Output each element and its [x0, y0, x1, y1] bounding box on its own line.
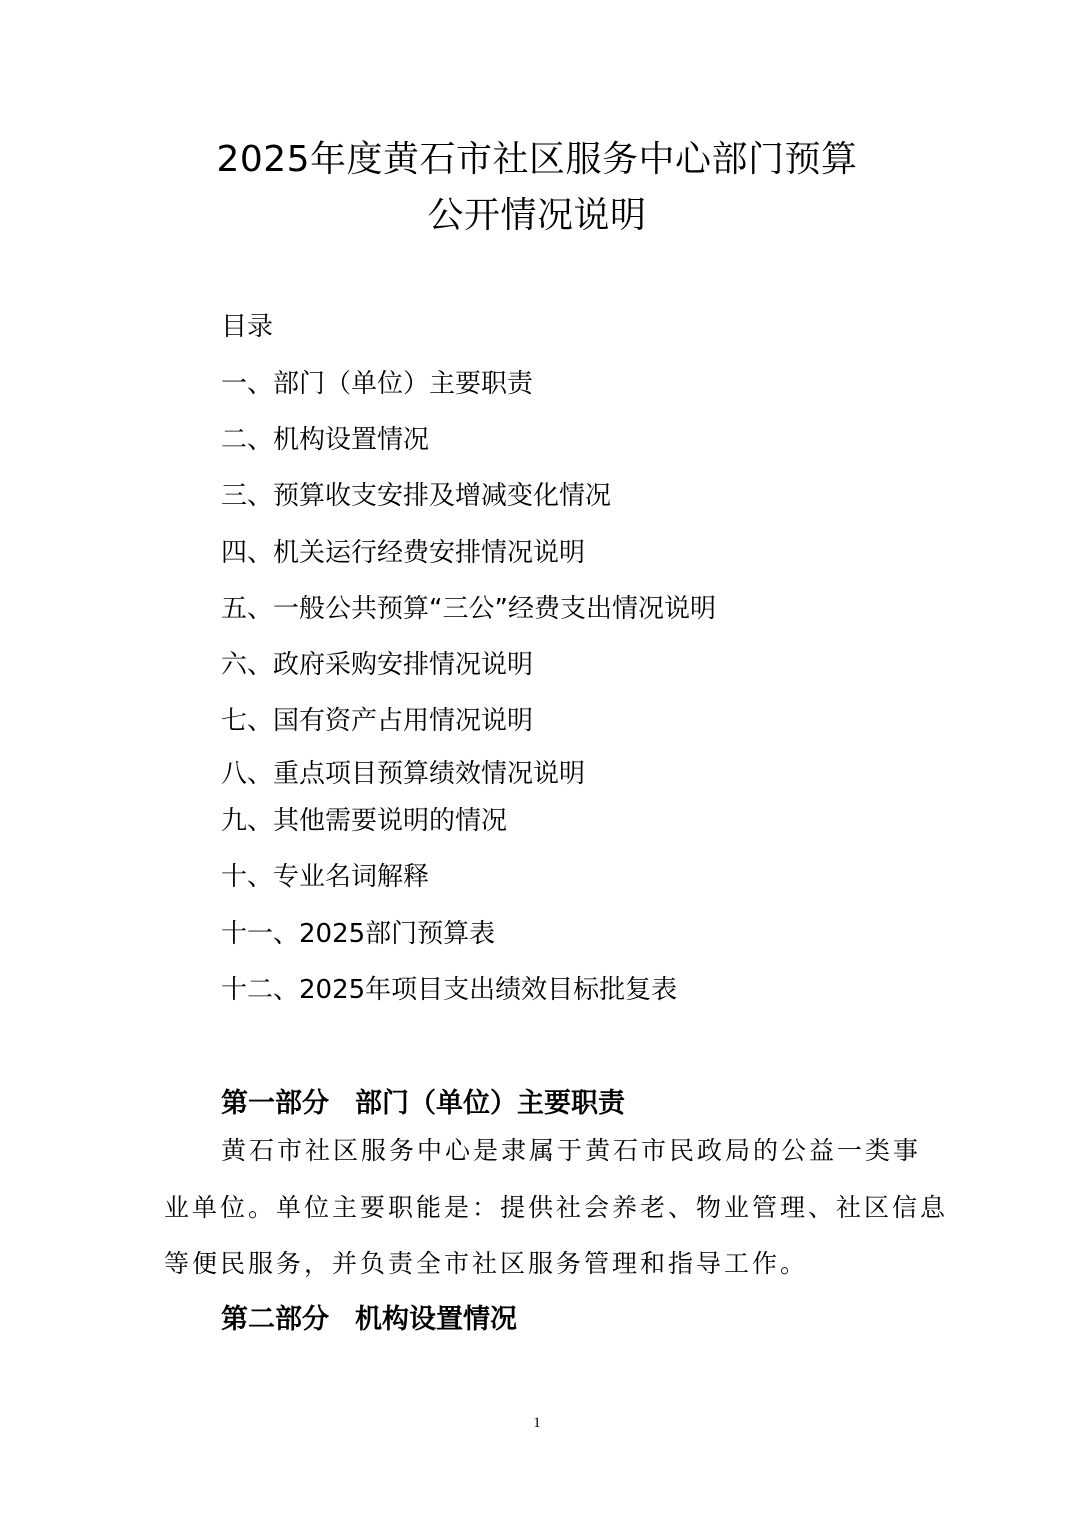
paragraph-line: 黄石市社区服务中心是隶属于黄石市民政局的公益一类事	[221, 1136, 922, 1165]
toc-item: 四、机关运行经费安排情况说明	[221, 538, 586, 568]
toc-item: 十一、2025部门预算表	[221, 919, 496, 949]
document-title-line-1: 2025年度黄石市社区服务中心部门预算	[216, 139, 858, 180]
section-number: 第二部分	[221, 1304, 329, 1335]
toc-item: 八、重点项目预算绩效情况说明	[221, 759, 586, 789]
page-number: 1	[533, 1415, 541, 1431]
toc-item: 五、一般公共预算“三公”经费支出情况说明	[221, 594, 716, 624]
paragraph-line: 业单位。单位主要职能是：提供社会养老、物业管理、社区信息	[164, 1193, 949, 1222]
toc-item: 一、部门（单位）主要职责	[221, 369, 534, 399]
section-number: 第一部分	[221, 1088, 329, 1119]
paragraph-line: 等便民服务，并负责全市社区服务管理和指导工作。	[164, 1249, 809, 1278]
toc-item: 三、预算收支安排及增减变化情况	[221, 481, 612, 511]
toc-item: 十、专业名词解释	[221, 862, 430, 892]
toc-item: 二、机构设置情况	[221, 425, 430, 455]
toc-item: 九、其他需要说明的情况	[221, 806, 508, 836]
toc-heading: 目录	[221, 312, 274, 342]
toc-item: 六、政府采购安排情况说明	[221, 650, 534, 680]
section-heading-part-1	[221, 1088, 625, 1120]
section-title: 机构设置情况	[355, 1304, 517, 1335]
section-title: 部门（单位）主要职责	[355, 1088, 625, 1119]
toc-item: 七、国有资产占用情况说明	[221, 706, 534, 736]
section-heading-part-2	[221, 1304, 517, 1336]
toc-item: 十二、2025年项目支出绩效目标批复表	[221, 975, 678, 1005]
document-title-line-2: 公开情况说明	[427, 195, 647, 236]
